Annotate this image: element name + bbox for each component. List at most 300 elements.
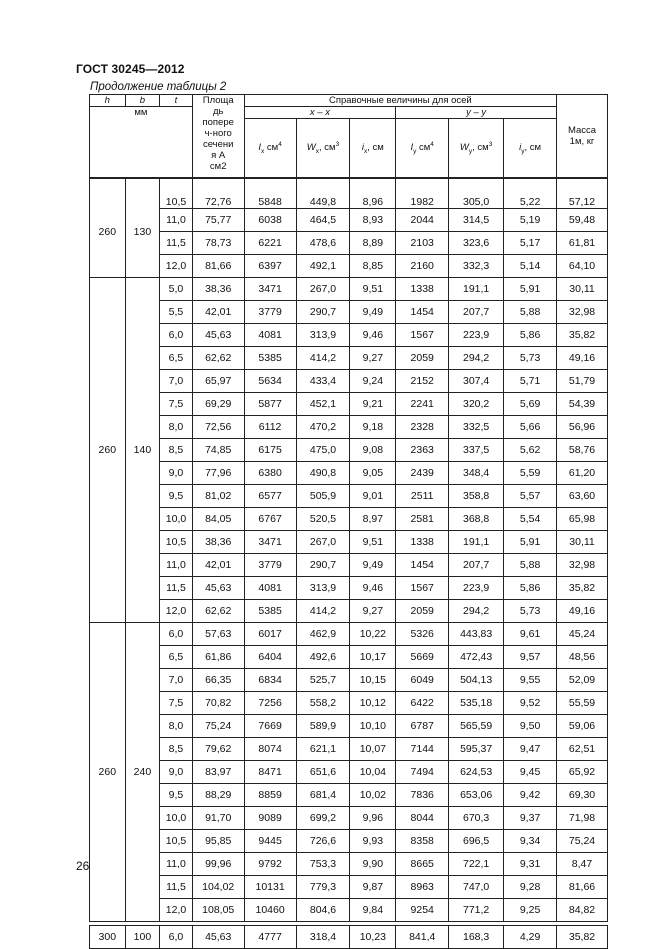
cell-Iy: 5326 [396, 623, 449, 646]
cell-Wx: 433,4 [296, 370, 350, 393]
cell-Wy: 337,5 [449, 439, 504, 462]
cell-area: 83,97 [192, 761, 244, 784]
cell-iy: 9,52 [504, 692, 557, 715]
cell-t: 7,0 [160, 669, 193, 692]
cell-Iy: 6422 [396, 692, 449, 715]
cell-Wy: 722,1 [449, 853, 504, 876]
cell-Iy: 1982 [396, 179, 449, 209]
cell-area: 75,24 [192, 715, 244, 738]
header-ix: $i_x$, см [350, 119, 396, 178]
cell-area: 78,73 [192, 232, 244, 255]
cell-h: 300 [90, 926, 126, 949]
header-Wy: $W_y$, $см^3$ [449, 119, 504, 178]
cell-Ix: 3779 [244, 301, 296, 324]
cell-mass: 59,48 [557, 209, 608, 232]
cell-area: 104,02 [192, 876, 244, 899]
cell-iy: 5,17 [504, 232, 557, 255]
cell-ix: 9,27 [350, 600, 396, 623]
cell-Wy: 168,3 [449, 926, 504, 949]
cell-ix: 10,12 [350, 692, 396, 715]
cell-mass: 30,11 [557, 531, 608, 554]
cell-iy: 5,71 [504, 370, 557, 393]
cell-Ix: 6175 [244, 439, 296, 462]
header-units-mm: мм [90, 107, 193, 178]
cell-ix: 9,93 [350, 830, 396, 853]
cell-area: 88,29 [192, 784, 244, 807]
cell-Iy: 7144 [396, 738, 449, 761]
cell-Ix: 5634 [244, 370, 296, 393]
cell-t: 7,0 [160, 370, 193, 393]
cell-iy: 5,54 [504, 508, 557, 531]
cell-Wx: 558,2 [296, 692, 350, 715]
cell-Iy: 2439 [396, 462, 449, 485]
table-row [90, 926, 608, 949]
cell-Ix: 8471 [244, 761, 296, 784]
cell-Wy: 332,5 [449, 416, 504, 439]
cell-t: 11,0 [160, 554, 193, 577]
cell-ix: 10,22 [350, 623, 396, 646]
cell-mass: 8,47 [557, 853, 608, 876]
cell-t: 10,5 [160, 531, 193, 554]
cell-iy: 9,55 [504, 669, 557, 692]
cell-t: 8,5 [160, 439, 193, 462]
cell-ix: 9,51 [350, 278, 396, 301]
cell-Iy: 8963 [396, 876, 449, 899]
cell-mass: 65,92 [557, 761, 608, 784]
cell-Iy: 5669 [396, 646, 449, 669]
cell-Wy: 207,7 [449, 301, 504, 324]
cell-t: 6,0 [160, 324, 193, 347]
cell-Iy: 7494 [396, 761, 449, 784]
table-row [90, 623, 608, 646]
header-t: t [160, 95, 193, 107]
cell-Wx: 414,2 [296, 600, 350, 623]
cell-h: 260 [90, 623, 126, 922]
cell-Wy: 595,37 [449, 738, 504, 761]
cell-Ix: 5385 [244, 347, 296, 370]
table-row [90, 876, 608, 899]
cell-iy: 9,57 [504, 646, 557, 669]
table-row [90, 784, 608, 807]
cell-t: 12,0 [160, 255, 193, 278]
table-row [90, 761, 608, 784]
cell-Wx: 525,7 [296, 669, 350, 692]
cell-Ix: 6112 [244, 416, 296, 439]
cell-Iy: 9254 [396, 899, 449, 922]
cell-Wx: 290,7 [296, 554, 350, 577]
cell-ix: 10,04 [350, 761, 396, 784]
cell-mass: 64,10 [557, 255, 608, 278]
cell-iy: 5,62 [504, 439, 557, 462]
header-Wx: $W_x$, $см^3$ [296, 119, 350, 178]
cell-h: 260 [90, 179, 126, 278]
cell-Ix: 9792 [244, 853, 296, 876]
cell-t: 12,0 [160, 899, 193, 922]
cell-area: 42,01 [192, 554, 244, 577]
cell-Wx: 318,4 [296, 926, 350, 949]
cell-area: 45,63 [192, 324, 244, 347]
cell-Wx: 699,2 [296, 807, 350, 830]
cell-t: 6,5 [160, 347, 193, 370]
cell-iy: 5,57 [504, 485, 557, 508]
cell-area: 81,02 [192, 485, 244, 508]
cell-area: 61,86 [192, 646, 244, 669]
cell-Iy: 2511 [396, 485, 449, 508]
cell-Wx: 589,9 [296, 715, 350, 738]
table-row [90, 669, 608, 692]
cell-Ix: 9089 [244, 807, 296, 830]
cell-area: 69,29 [192, 393, 244, 416]
cell-Wx: 478,6 [296, 232, 350, 255]
cell-iy: 9,50 [504, 715, 557, 738]
cell-Wy: 307,4 [449, 370, 504, 393]
cell-area: 72,56 [192, 416, 244, 439]
cell-t: 5,5 [160, 301, 193, 324]
cell-ix: 9,24 [350, 370, 396, 393]
cell-mass: 35,82 [557, 324, 608, 347]
cell-Ix: 8074 [244, 738, 296, 761]
cell-Wy: 443,83 [449, 623, 504, 646]
cell-Wx: 464,5 [296, 209, 350, 232]
cell-Ix: 6380 [244, 462, 296, 485]
cell-ix: 9,27 [350, 347, 396, 370]
cell-Iy: 1567 [396, 577, 449, 600]
cell-mass: 61,81 [557, 232, 608, 255]
cell-area: 75,77 [192, 209, 244, 232]
cell-area: 74,85 [192, 439, 244, 462]
cell-mass: 48,56 [557, 646, 608, 669]
cell-mass: 35,82 [557, 577, 608, 600]
cell-ix: 9,46 [350, 577, 396, 600]
cell-t: 7,5 [160, 692, 193, 715]
cell-ix: 9,21 [350, 393, 396, 416]
cell-ix: 9,90 [350, 853, 396, 876]
cell-Wx: 414,2 [296, 347, 350, 370]
cell-iy: 4,29 [504, 926, 557, 949]
cell-Wy: 535,18 [449, 692, 504, 715]
cell-Wy: 305,0 [449, 179, 504, 209]
cell-Wy: 368,8 [449, 508, 504, 531]
cell-t: 6,5 [160, 646, 193, 669]
cell-Iy: 2581 [396, 508, 449, 531]
cell-Iy: 2103 [396, 232, 449, 255]
cell-iy: 5,73 [504, 347, 557, 370]
cell-Iy: 2152 [396, 370, 449, 393]
cell-area: 99,96 [192, 853, 244, 876]
cell-Iy: 2059 [396, 347, 449, 370]
cell-Wy: 747,0 [449, 876, 504, 899]
cell-ix: 9,18 [350, 416, 396, 439]
table-row [90, 646, 608, 669]
cell-iy: 9,25 [504, 899, 557, 922]
cell-ix: 9,87 [350, 876, 396, 899]
cell-Ix: 6221 [244, 232, 296, 255]
cell-iy: 9,61 [504, 623, 557, 646]
cell-t: 10,0 [160, 508, 193, 531]
cell-area: 79,62 [192, 738, 244, 761]
cell-Wx: 313,9 [296, 324, 350, 347]
header-Iy: $I_y$ $см^4$ [396, 119, 449, 178]
table-row [90, 554, 608, 577]
table-row [90, 416, 608, 439]
cell-Wx: 753,3 [296, 853, 350, 876]
cell-ix: 9,01 [350, 485, 396, 508]
table-header [90, 95, 608, 179]
cell-mass: 57,12 [557, 179, 608, 209]
cell-mass: 49,16 [557, 600, 608, 623]
cell-Ix: 6397 [244, 255, 296, 278]
table-row [90, 485, 608, 508]
cell-area: 38,36 [192, 531, 244, 554]
cell-ix: 10,17 [350, 646, 396, 669]
cell-ix: 10,15 [350, 669, 396, 692]
cell-mass: 52,09 [557, 669, 608, 692]
cell-Iy: 2044 [396, 209, 449, 232]
cell-mass: 35,82 [557, 926, 608, 949]
cell-area: 62,62 [192, 347, 244, 370]
cell-area: 81,66 [192, 255, 244, 278]
cell-iy: 5,69 [504, 393, 557, 416]
cell-Iy: 1338 [396, 278, 449, 301]
cell-mass: 51,79 [557, 370, 608, 393]
table-continuation-caption: Продолжение таблицы 2 [90, 81, 227, 93]
header-area: Площа дь попере ч-ного сечени я A см2 [192, 95, 244, 178]
cell-ix: 8,85 [350, 255, 396, 278]
cell-Ix: 6038 [244, 209, 296, 232]
cell-Wy: 653,06 [449, 784, 504, 807]
cell-t: 6,0 [160, 623, 193, 646]
table-row [90, 600, 608, 623]
cell-Iy: 1454 [396, 301, 449, 324]
cell-mass: 62,51 [557, 738, 608, 761]
cell-area: 77,96 [192, 462, 244, 485]
cell-t: 10,0 [160, 807, 193, 830]
cell-iy: 5,91 [504, 531, 557, 554]
cell-Iy: 8665 [396, 853, 449, 876]
cell-mass: 32,98 [557, 301, 608, 324]
cell-b: 140 [125, 278, 160, 623]
cell-ix: 8,89 [350, 232, 396, 255]
cell-Ix: 3779 [244, 554, 296, 577]
cell-Iy: 7836 [396, 784, 449, 807]
cell-mass: 65,98 [557, 508, 608, 531]
cell-Ix: 9445 [244, 830, 296, 853]
cell-iy: 5,86 [504, 324, 557, 347]
cell-Wx: 726,6 [296, 830, 350, 853]
cell-mass: 32,98 [557, 554, 608, 577]
cell-Wy: 320,2 [449, 393, 504, 416]
cell-t: 8,5 [160, 738, 193, 761]
table-row [90, 439, 608, 462]
cell-b: 100 [125, 926, 160, 949]
cell-mass: 61,20 [557, 462, 608, 485]
cell-Ix: 3471 [244, 531, 296, 554]
cell-Wx: 452,1 [296, 393, 350, 416]
table-row [90, 462, 608, 485]
cell-mass: 75,24 [557, 830, 608, 853]
cell-Wx: 520,5 [296, 508, 350, 531]
table-row [90, 301, 608, 324]
cell-Iy: 841,4 [396, 926, 449, 949]
table-row [90, 692, 608, 715]
table-row [90, 830, 608, 853]
cell-Wy: 348,4 [449, 462, 504, 485]
cell-area: 42,01 [192, 301, 244, 324]
cell-ix: 10,23 [350, 926, 396, 949]
cell-mass: 30,11 [557, 278, 608, 301]
cell-Wx: 267,0 [296, 531, 350, 554]
cell-Iy: 2241 [396, 393, 449, 416]
cell-ix: 8,93 [350, 209, 396, 232]
cell-Wx: 492,1 [296, 255, 350, 278]
table-row [90, 577, 608, 600]
cell-Wy: 565,59 [449, 715, 504, 738]
cell-ix: 10,10 [350, 715, 396, 738]
cell-area: 91,70 [192, 807, 244, 830]
table-row [90, 232, 608, 255]
table-row [90, 508, 608, 531]
cell-area: 38,36 [192, 278, 244, 301]
cell-ix: 9,08 [350, 439, 396, 462]
cell-iy: 5,86 [504, 577, 557, 600]
cell-Iy: 2160 [396, 255, 449, 278]
cell-Wy: 771,2 [449, 899, 504, 922]
cell-area: 70,82 [192, 692, 244, 715]
cell-Wy: 207,7 [449, 554, 504, 577]
cell-Wx: 470,2 [296, 416, 350, 439]
header-b: b [125, 95, 160, 107]
cell-mass: 56,96 [557, 416, 608, 439]
cell-t: 10,5 [160, 179, 193, 209]
cell-ix: 10,07 [350, 738, 396, 761]
profile-properties-table [89, 94, 608, 949]
cell-iy: 9,28 [504, 876, 557, 899]
cell-t: 9,0 [160, 462, 193, 485]
cell-Wy: 191,1 [449, 278, 504, 301]
cell-mass: 45,24 [557, 623, 608, 646]
cell-Ix: 5877 [244, 393, 296, 416]
cell-Ix: 10131 [244, 876, 296, 899]
cell-Wx: 290,7 [296, 301, 350, 324]
cell-t: 11,5 [160, 577, 193, 600]
cell-ix: 8,96 [350, 179, 396, 209]
cell-ix: 10,02 [350, 784, 396, 807]
cell-Wx: 313,9 [296, 577, 350, 600]
cell-Iy: 6787 [396, 715, 449, 738]
cell-t: 9,5 [160, 784, 193, 807]
cell-Iy: 1338 [396, 531, 449, 554]
cell-iy: 5,66 [504, 416, 557, 439]
cell-Iy: 8044 [396, 807, 449, 830]
cell-ix: 9,05 [350, 462, 396, 485]
table-row [90, 715, 608, 738]
cell-ix: 9,46 [350, 324, 396, 347]
cell-Wx: 449,8 [296, 179, 350, 209]
cell-area: 66,35 [192, 669, 244, 692]
cell-iy: 9,42 [504, 784, 557, 807]
table-row [90, 807, 608, 830]
table-body [90, 179, 608, 949]
cell-t: 7,5 [160, 393, 193, 416]
table-row [90, 179, 608, 209]
cell-t: 9,5 [160, 485, 193, 508]
cell-Ix: 6404 [244, 646, 296, 669]
header-Ix: $I_x$ $см^4$ [244, 119, 296, 178]
cell-Iy: 8358 [396, 830, 449, 853]
cell-mass: 84,82 [557, 899, 608, 922]
cell-Ix: 6017 [244, 623, 296, 646]
cell-ix: 9,84 [350, 899, 396, 922]
cell-iy: 5,14 [504, 255, 557, 278]
cell-Iy: 2328 [396, 416, 449, 439]
cell-ix: 9,96 [350, 807, 396, 830]
header-reference-values: Справочные величины для осей [244, 95, 556, 107]
header-axis-x: x – x [244, 107, 396, 119]
cell-iy: 5,88 [504, 301, 557, 324]
table-row [90, 209, 608, 232]
cell-t: 11,5 [160, 232, 193, 255]
cell-Wy: 223,9 [449, 577, 504, 600]
cell-Ix: 6834 [244, 669, 296, 692]
cell-Wx: 462,9 [296, 623, 350, 646]
cell-ix: 9,49 [350, 554, 396, 577]
header-mass: Масса 1м, кг [557, 95, 608, 178]
cell-Ix: 4081 [244, 324, 296, 347]
cell-t: 6,0 [160, 926, 193, 949]
cell-area: 84,05 [192, 508, 244, 531]
cell-Wy: 323,6 [449, 232, 504, 255]
cell-Ix: 4777 [244, 926, 296, 949]
cell-mass: 54,39 [557, 393, 608, 416]
cell-Wx: 804,6 [296, 899, 350, 922]
cell-Ix: 5848 [244, 179, 296, 209]
cell-t: 12,0 [160, 600, 193, 623]
cell-t: 11,0 [160, 853, 193, 876]
cell-Wx: 779,3 [296, 876, 350, 899]
cell-area: 45,63 [192, 577, 244, 600]
table-row [90, 393, 608, 416]
cell-Wx: 492,6 [296, 646, 350, 669]
cell-Iy: 1454 [396, 554, 449, 577]
cell-area: 65,97 [192, 370, 244, 393]
cell-Iy: 2363 [396, 439, 449, 462]
cell-Wx: 505,9 [296, 485, 350, 508]
cell-mass: 71,98 [557, 807, 608, 830]
cell-Wy: 332,3 [449, 255, 504, 278]
header-axis-y: y – y [396, 107, 557, 119]
cell-t: 11,5 [160, 876, 193, 899]
cell-iy: 5,59 [504, 462, 557, 485]
cell-Wy: 670,3 [449, 807, 504, 830]
cell-Wy: 191,1 [449, 531, 504, 554]
header-h: h [90, 95, 126, 107]
cell-mass: 49,16 [557, 347, 608, 370]
cell-Wx: 490,8 [296, 462, 350, 485]
table-row [90, 324, 608, 347]
document-title: ГОСТ 30245—2012 [76, 62, 185, 76]
cell-iy: 5,91 [504, 278, 557, 301]
cell-area: 108,05 [192, 899, 244, 922]
cell-iy: 9,37 [504, 807, 557, 830]
cell-mass: 55,59 [557, 692, 608, 715]
cell-Iy: 2059 [396, 600, 449, 623]
cell-Ix: 7256 [244, 692, 296, 715]
cell-Wy: 358,8 [449, 485, 504, 508]
cell-Wy: 294,2 [449, 347, 504, 370]
cell-Wx: 651,6 [296, 761, 350, 784]
cell-mass: 58,76 [557, 439, 608, 462]
cell-Ix: 3471 [244, 278, 296, 301]
